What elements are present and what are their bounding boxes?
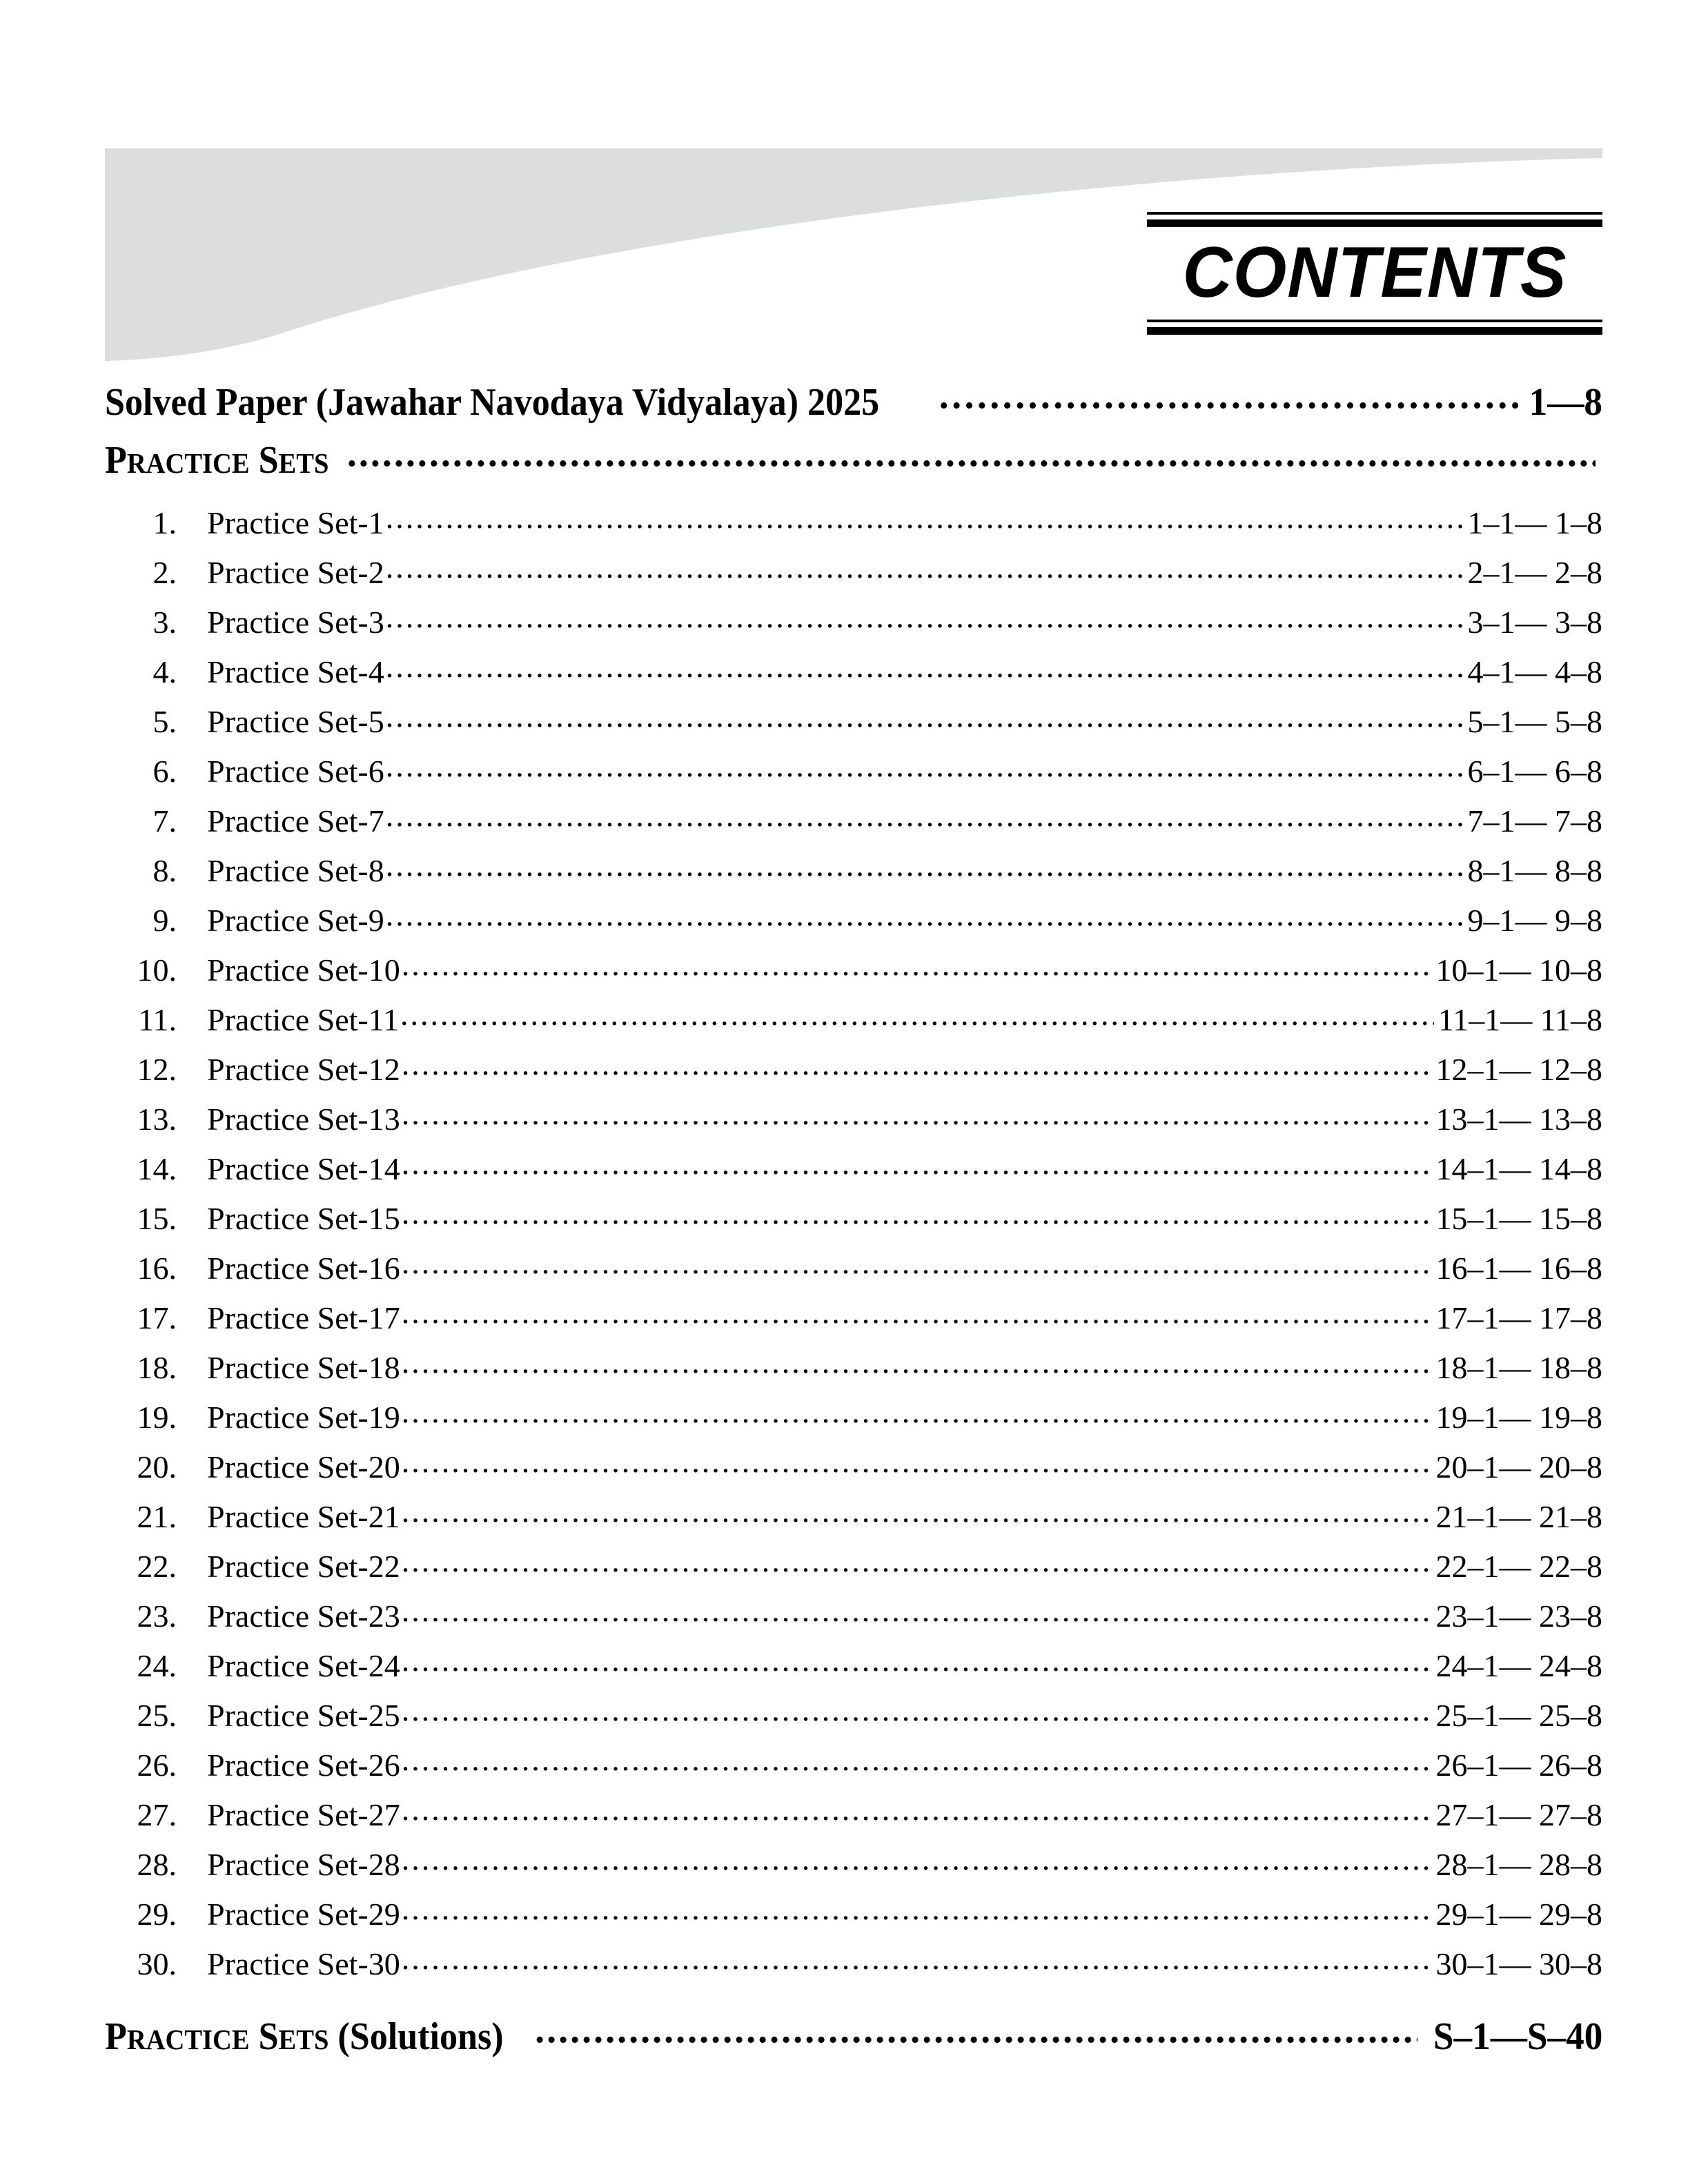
list-item[interactable] xyxy=(105,1194,1602,1244)
dot-leader xyxy=(402,1259,1432,1279)
list-item-title: Practice Set-26 xyxy=(207,1747,400,1783)
toc-section-pages: S–1—S–40 xyxy=(1433,2015,1602,2058)
list-item-number: 16. xyxy=(137,1251,177,1286)
list-item-number: 19. xyxy=(137,1400,177,1435)
list-item[interactable] xyxy=(105,498,1602,548)
list-item[interactable] xyxy=(105,1244,1602,1293)
list-item-number: 9. xyxy=(153,903,177,938)
dot-leader xyxy=(402,961,1432,981)
dot-leader xyxy=(386,911,1464,931)
list-item[interactable] xyxy=(105,896,1602,946)
list-item-number: 29. xyxy=(137,1897,177,1932)
list-item-title: Practice Set-16 xyxy=(207,1251,400,1286)
dot-leader xyxy=(402,1656,1432,1676)
list-item-pages: 12–1— 12–8 xyxy=(1435,1052,1602,1087)
list-item-pages: 19–1— 19–8 xyxy=(1435,1400,1602,1435)
list-item[interactable] xyxy=(105,995,1602,1045)
list-item-pages: 5–1— 5–8 xyxy=(1467,704,1602,739)
dot-leader xyxy=(402,1507,1432,1527)
list-item[interactable] xyxy=(105,1045,1602,1095)
list-item[interactable] xyxy=(105,1890,1602,1939)
list-item-number: 23. xyxy=(137,1598,177,1634)
solutions-suffix: (Solutions) xyxy=(337,2015,504,2058)
dot-leader xyxy=(386,762,1464,782)
list-item[interactable] xyxy=(105,1592,1602,1641)
list-item-number: 2. xyxy=(153,555,177,590)
list-item-title: Practice Set-5 xyxy=(207,704,384,739)
dot-leader xyxy=(402,1110,1432,1130)
list-item[interactable] xyxy=(105,1840,1602,1890)
section-rest-ractice: RACTICE xyxy=(126,447,250,479)
list-item-title: Practice Set-3 xyxy=(207,605,384,640)
list-item-pages: 11–1— 11–8 xyxy=(1437,1002,1602,1037)
solutions-rest-ets: ETS xyxy=(278,2024,329,2055)
list-item-pages: 8–1— 8–8 xyxy=(1467,853,1602,888)
list-item[interactable] xyxy=(105,1293,1602,1343)
list-item-pages: 4–1— 4–8 xyxy=(1467,654,1602,689)
list-item-title: Practice Set-6 xyxy=(207,754,384,789)
list-item-number: 28. xyxy=(137,1847,177,1882)
list-item-title: Practice Set-10 xyxy=(207,952,400,988)
dot-leader xyxy=(386,513,1464,533)
list-item-title: Practice Set-4 xyxy=(207,654,384,689)
list-item-number: 22. xyxy=(137,1549,177,1584)
solutions-space-1 xyxy=(250,2015,259,2058)
solutions-initial-s: S xyxy=(258,2015,279,2058)
list-item-title: Practice Set-30 xyxy=(207,1946,400,1981)
toc-entry-solved-paper[interactable] xyxy=(105,378,1602,427)
toc-section-practice-sets[interactable] xyxy=(105,436,1602,487)
list-item-number: 6. xyxy=(153,754,177,789)
list-item-title: Practice Set-12 xyxy=(207,1052,400,1087)
list-item-title: Practice Set-24 xyxy=(207,1648,400,1683)
solutions-space-2 xyxy=(328,2015,337,2058)
list-item[interactable] xyxy=(105,846,1602,896)
list-item-pages: 10–1— 10–8 xyxy=(1435,952,1602,988)
list-item-number: 10. xyxy=(137,952,177,988)
dot-leader xyxy=(402,1209,1432,1229)
section-initial-s: S xyxy=(258,439,279,482)
list-item-number: 13. xyxy=(137,1101,177,1137)
list-item[interactable] xyxy=(105,1542,1602,1592)
dot-leader xyxy=(402,1408,1432,1428)
list-item-number: 17. xyxy=(137,1300,177,1335)
list-item-title: Practice Set-19 xyxy=(207,1400,400,1435)
list-item-title: Practice Set-11 xyxy=(207,1002,400,1037)
list-item-title: Practice Set-18 xyxy=(207,1350,400,1385)
toc-section-solutions[interactable] xyxy=(105,2013,1602,2064)
list-item-title: Practice Set-20 xyxy=(207,1449,400,1485)
list-item[interactable] xyxy=(105,697,1602,747)
list-item-pages: 1–1— 1–8 xyxy=(1467,505,1602,540)
dot-leader xyxy=(402,1458,1432,1478)
list-item-title: Practice Set-7 xyxy=(207,803,384,839)
toc-section-label xyxy=(105,2013,504,2064)
list-item-title: Practice Set-29 xyxy=(207,1897,400,1932)
toc-item-list xyxy=(105,498,1602,1989)
list-item[interactable] xyxy=(105,1095,1602,1144)
list-item[interactable] xyxy=(105,796,1602,846)
list-item[interactable] xyxy=(105,1741,1602,1790)
list-item[interactable] xyxy=(105,1939,1602,1989)
dot-leader xyxy=(535,2021,1417,2049)
list-item-number: 25. xyxy=(137,1698,177,1733)
list-item-title: Practice Set-13 xyxy=(207,1101,400,1137)
dot-leader xyxy=(347,445,1596,473)
list-item[interactable] xyxy=(105,1492,1602,1542)
dot-leader xyxy=(402,1159,1432,1179)
list-item-title: Practice Set-9 xyxy=(207,903,384,938)
page-header xyxy=(105,148,1602,362)
dot-leader xyxy=(402,1805,1432,1825)
solutions-rest-ractice: RACTICE xyxy=(126,2024,250,2055)
list-item-number: 30. xyxy=(137,1946,177,1981)
list-item-title: Practice Set-28 xyxy=(207,1847,400,1882)
list-item-title: Practice Set-25 xyxy=(207,1698,400,1733)
list-item-title: Practice Set-1 xyxy=(207,505,384,540)
dot-leader xyxy=(402,1358,1432,1378)
dot-leader xyxy=(386,861,1464,881)
list-item-title: Practice Set-2 xyxy=(207,555,384,590)
list-item-number: 11. xyxy=(138,1002,177,1037)
list-item-number: 15. xyxy=(137,1201,177,1236)
list-item-pages: 23–1— 23–8 xyxy=(1435,1598,1602,1634)
dot-leader xyxy=(386,663,1464,683)
list-item-pages: 18–1— 18–8 xyxy=(1435,1350,1602,1385)
list-item-title: Practice Set-8 xyxy=(207,853,384,888)
dot-leader xyxy=(402,1309,1432,1329)
list-item-number: 3. xyxy=(153,605,177,640)
list-item-pages: 3–1— 3–8 xyxy=(1467,605,1602,640)
list-item-pages: 30–1— 30–8 xyxy=(1435,1946,1602,1981)
list-item-pages: 2–1— 2–8 xyxy=(1467,555,1602,590)
toc-entry-pages: 1—8 xyxy=(1529,381,1602,424)
list-item-number: 24. xyxy=(137,1648,177,1683)
contents-title-block xyxy=(1147,212,1602,335)
dot-leader xyxy=(402,1756,1432,1776)
list-item-pages: 25–1— 25–8 xyxy=(1435,1698,1602,1733)
page-title: CONTENTS xyxy=(1182,233,1567,313)
toc-entry-label: Solved Paper (Jawahar Navodaya Vidyalaya) 2025 xyxy=(105,381,880,424)
list-item[interactable] xyxy=(105,1641,1602,1691)
list-item-title: Practice Set-21 xyxy=(207,1499,400,1534)
list-item-title: Practice Set-14 xyxy=(207,1151,400,1186)
list-item-number: 12. xyxy=(137,1052,177,1087)
list-item[interactable] xyxy=(105,647,1602,697)
list-item[interactable] xyxy=(105,1790,1602,1840)
list-item-title: Practice Set-27 xyxy=(207,1797,400,1832)
list-item-pages: 24–1— 24–8 xyxy=(1435,1648,1602,1683)
list-item-number: 7. xyxy=(153,803,177,839)
list-item-number: 18. xyxy=(137,1350,177,1385)
list-item-number: 5. xyxy=(153,704,177,739)
list-item[interactable] xyxy=(105,747,1602,796)
list-item-title: Practice Set-22 xyxy=(207,1549,400,1584)
dot-leader xyxy=(402,1557,1432,1577)
list-item[interactable] xyxy=(105,1691,1602,1741)
list-item-pages: 20–1— 20–8 xyxy=(1435,1449,1602,1485)
list-item-pages: 6–1— 6–8 xyxy=(1467,754,1602,789)
section-rest-ets: ETS xyxy=(278,447,329,479)
list-item-number: 8. xyxy=(153,853,177,888)
list-item[interactable] xyxy=(105,598,1602,647)
section-space-1 xyxy=(250,439,259,482)
list-item-title: Practice Set-23 xyxy=(207,1598,400,1634)
solutions-initial-p: P xyxy=(105,2015,127,2058)
dot-leader xyxy=(400,1010,1434,1030)
list-item-number: 4. xyxy=(153,654,177,689)
list-item-pages: 28–1— 28–8 xyxy=(1435,1847,1602,1882)
list-item[interactable] xyxy=(105,1343,1602,1393)
title-rule-top-thick xyxy=(1147,219,1602,227)
dot-leader xyxy=(386,712,1464,732)
dot-leader xyxy=(386,613,1464,633)
list-item-number: 27. xyxy=(137,1797,177,1832)
list-item-pages: 14–1— 14–8 xyxy=(1435,1151,1602,1186)
list-item-number: 26. xyxy=(137,1747,177,1783)
dot-leader xyxy=(386,563,1464,583)
list-item-pages: 16–1— 16–8 xyxy=(1435,1251,1602,1286)
toc-content xyxy=(105,378,1602,2064)
list-item[interactable] xyxy=(105,1442,1602,1492)
dot-leader xyxy=(939,382,1520,415)
dot-leader xyxy=(402,1855,1432,1875)
list-item-pages: 29–1— 29–8 xyxy=(1435,1897,1602,1932)
list-item-pages: 27–1— 27–8 xyxy=(1435,1797,1602,1832)
list-item-pages: 21–1— 21–8 xyxy=(1435,1499,1602,1534)
list-item[interactable] xyxy=(105,1393,1602,1442)
list-item-pages: 17–1— 17–8 xyxy=(1435,1300,1602,1335)
list-item-title: Practice Set-15 xyxy=(207,1201,400,1236)
toc-section-label xyxy=(105,436,328,487)
list-item[interactable] xyxy=(105,548,1602,598)
title-rule-bottom-thick xyxy=(1147,327,1602,335)
list-item-pages: 7–1— 7–8 xyxy=(1467,803,1602,839)
dot-leader xyxy=(402,1955,1432,1975)
list-item-pages: 9–1— 9–8 xyxy=(1467,903,1602,938)
list-item-number: 1. xyxy=(153,505,177,540)
title-rule-gap-bottom xyxy=(1147,322,1602,327)
list-item-pages: 13–1— 13–8 xyxy=(1435,1101,1602,1137)
list-item-pages: 22–1— 22–8 xyxy=(1435,1549,1602,1584)
section-initial-p: P xyxy=(105,439,127,482)
dot-leader xyxy=(386,812,1464,832)
list-item-number: 20. xyxy=(137,1449,177,1485)
list-item-pages: 26–1— 26–8 xyxy=(1435,1747,1602,1783)
title-rule-gap-top xyxy=(1147,215,1602,219)
dot-leader xyxy=(402,1706,1432,1726)
dot-leader xyxy=(402,1905,1432,1925)
list-item-number: 14. xyxy=(137,1151,177,1186)
list-item-title: Practice Set-17 xyxy=(207,1300,400,1335)
dot-leader xyxy=(402,1060,1432,1080)
list-item[interactable] xyxy=(105,946,1602,995)
list-item-pages: 15–1— 15–8 xyxy=(1435,1201,1602,1236)
list-item[interactable] xyxy=(105,1144,1602,1194)
dot-leader xyxy=(402,1607,1432,1627)
list-item-number: 21. xyxy=(137,1499,177,1534)
